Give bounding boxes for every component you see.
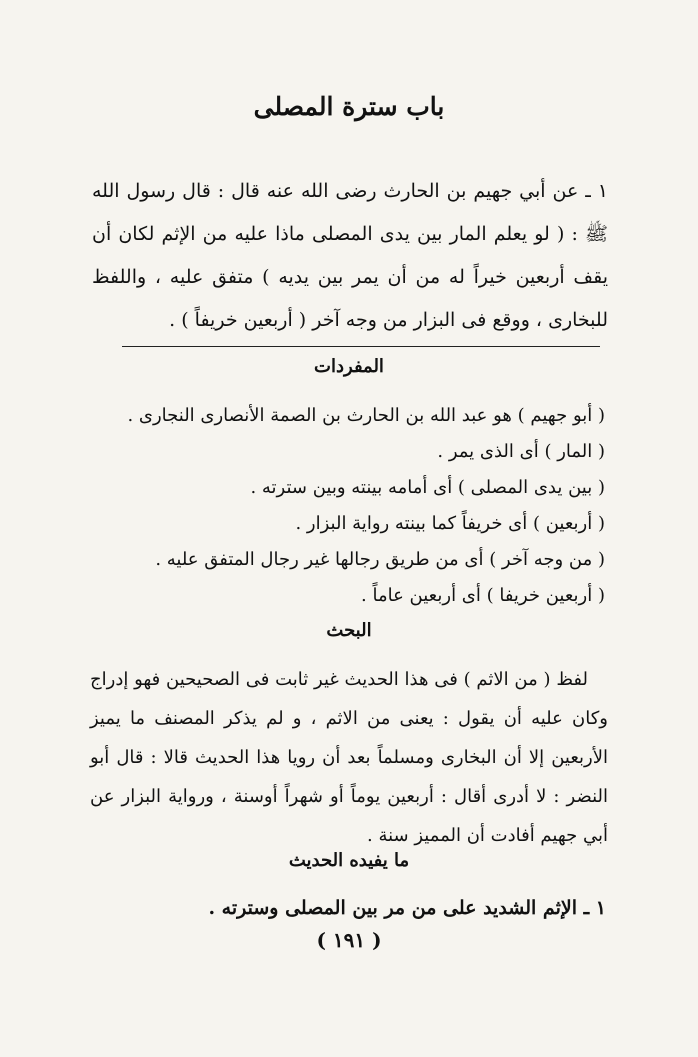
- vocabulary-item: ( أربعين خريفا ) أى أربعين عاماً .: [361, 585, 605, 606]
- vocabulary-item: ( بين يدى المصلى ) أى أمامه بينته وبين سترته .: [250, 477, 605, 498]
- discussion-text: [90, 660, 608, 855]
- benefit-item: ١ ـ الإثم الشديد على من مر بين المصلى وسترته .: [208, 897, 606, 919]
- chapter-title: باب سترة المصلى: [253, 92, 445, 121]
- page-number: ( ١٩١ ): [316, 928, 382, 952]
- benefits-list: [40, 890, 606, 926]
- discussion-body: لفظ ( من الاثم ) فى هذا الحديث غير ثابت فى الصحيحين فهو إدراج وكان عليه أن يقول : يعنى من الاثم ، و لم يذكر المصنف ما يميز الأربعين إلا أن البخارى ومسلماً بعد أن رويا هذا الحديث قالا : قال أبو النضر : لا أدرى أقال : أربعين يوماً أو شهراً أوسنة ، ورواية البزار عن أبي جهيم أفادت أن المميز سنة .: [90, 669, 608, 846]
- vocabulary-item: ( أربعين ) أى خريفاً كما بينته رواية البزار .: [295, 513, 605, 534]
- vocabulary-heading: المفردات: [314, 356, 384, 377]
- benefits-heading: ما يفيده الحديث: [288, 850, 410, 871]
- discussion-heading: البحث: [326, 620, 372, 641]
- vocabulary-item: ( أبو جهيم ) هو عبد الله بن الحارث بن الصمة الأنصارى النجارى .: [127, 405, 605, 426]
- divider-line: [122, 346, 600, 347]
- hadith-text: ١ ـ عن أبي جهيم بن الحارث رضى الله عنه قال : قال رسول الله ﷺ : ( لو يعلم المار بين يدى المصلى ماذا عليه من الإثم لكان أن يقف أربعين خيراً له من أن يمر بين يديه ) متفق عليه ، واللفظ للبخارى ، ووقع فى البزار من وجه آخر ( أربعين خريفاً ) .: [92, 180, 608, 331]
- vocabulary-list: [40, 398, 605, 614]
- vocabulary-item: ( المار ) أى الذى يمر .: [437, 441, 605, 462]
- vocabulary-item: ( من وجه آخر ) أى من طريق رجالها غير رجال المتفق عليه .: [155, 549, 605, 570]
